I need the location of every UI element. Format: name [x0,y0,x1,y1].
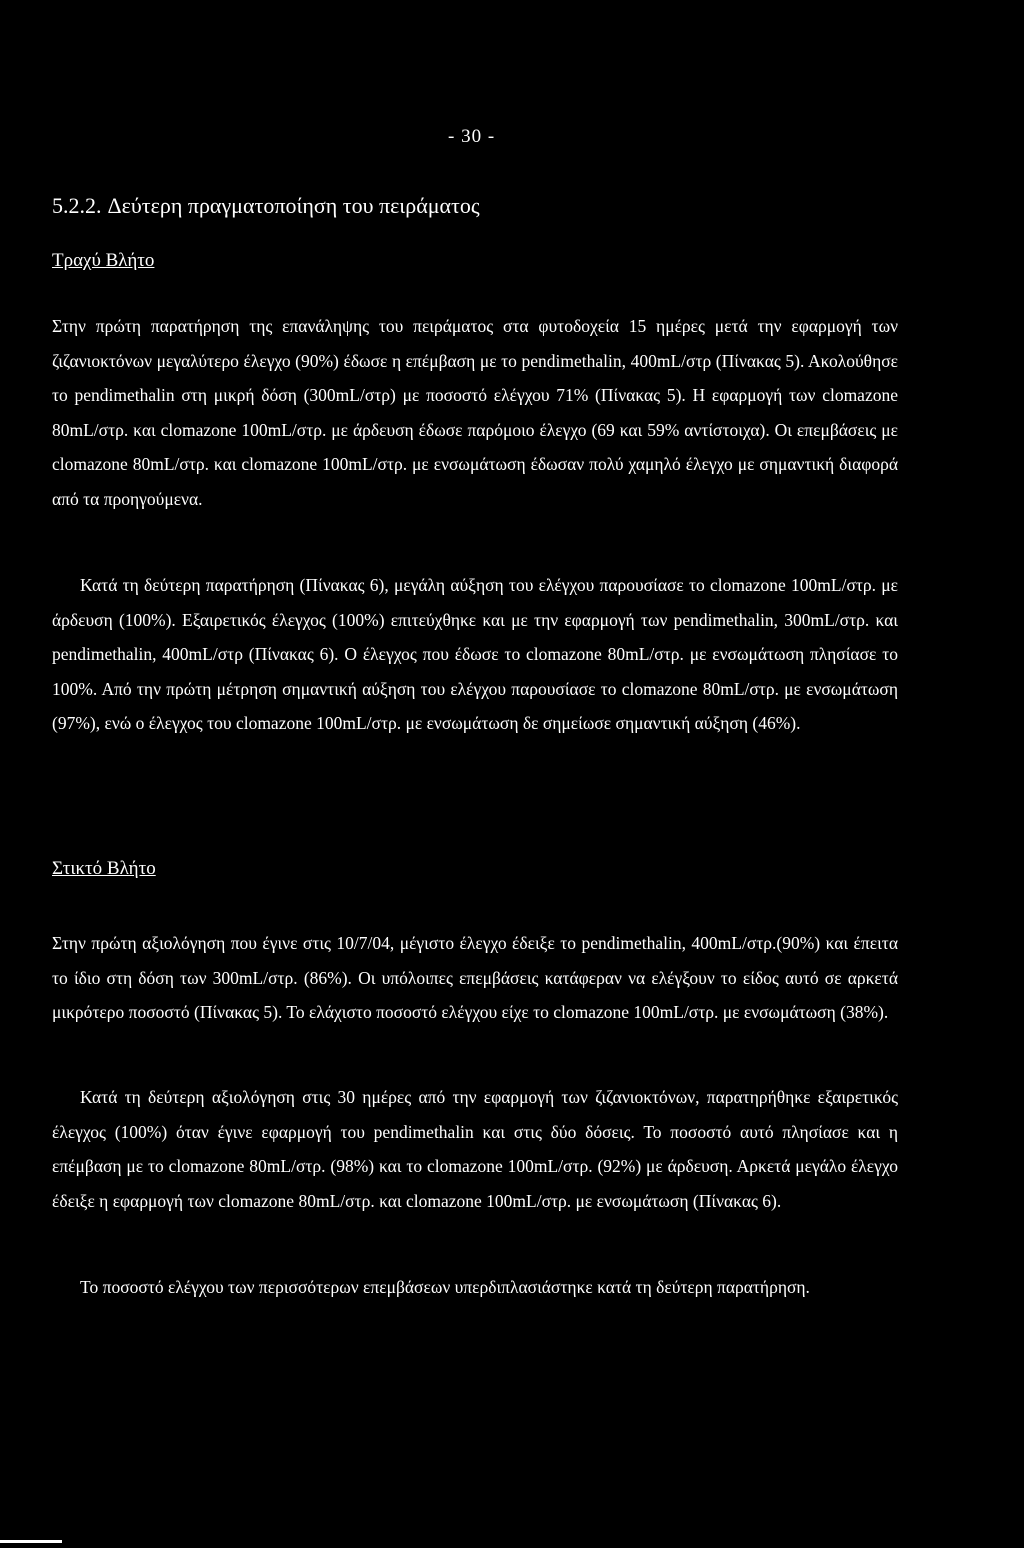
page-number: - 30 - [448,126,496,147]
paragraph-spotted-amaranth-3: Το ποσοστό ελέγχου των περισσότερων επεμβάσεων υπερδιπλασιάστηκε κατά τη δεύτερη παρατήρηση. [80,1277,810,1297]
paragraph-spotted-amaranth-1: Στην πρώτη αξιολόγηση που έγινε στις 10/7/04, μέγιστο έλεγχο έδειξε το pendimethalin, 400mL/στρ.(90%) και έπειτα το ίδιο στη δόση των 300mL/στρ. (86%). Οι υπόλοιπες επεμβάσεις κατάφεραν να ελέγξουν το είδος αυτό σε αρκετά μικρότερο ποσοστό (Πίνακας 5). Το ελάχιστο ποσοστό ελέγχου είχε το clomazone 100mL/στρ. με ενσωμάτωση (38%). [52,933,898,1022]
section-number: 5.2.2. [52,193,102,218]
scan-edge-mark [0,1540,62,1543]
section-heading [52,193,480,219]
paragraph-rough-amaranth-2: Κατά τη δεύτερη παρατήρηση (Πίνακας 6), μεγάλη αύξηση του ελέγχου παρουσίασε το clomazone 100mL/στρ. με άρδευση (100%). Εξαιρετικός έλεγχος (100%) επιτεύχθηκε και με την εφαρμογή των pendimethalin, 300mL/στρ. και pendimethalin, 400mL/στρ (Πίνακας 6). Ο έλεγχος που έδωσε το clomazone 80mL/στρ. με ενσωμάτωση πλησίασε το 100%. Από την πρώτη μέτρηση σημαντική αύξηση του ελέγχου παρουσίασε το clomazone 80mL/στρ. με ενσωμάτωση (97%), ενώ ο έλεγχος του clomazone 100mL/στρ. με ενσωμάτωση δε σημείωσε σημαντική αύξηση (46%). [52,575,898,733]
subsection-heading-spotted-amaranth: Στικτό Βλήτο [52,858,156,879]
paragraph-spotted-amaranth-2: Κατά τη δεύτερη αξιολόγηση στις 30 ημέρες από την εφαρμογή των ζιζανιοκτόνων, παρατηρήθηκε εξαιρετικός έλεγχος (100%) όταν έγινε εφαρμογή του pendimethalin και στις δύο δόσεις. Το ποσοστό αυτό πλησίασε και η επέμβαση με το clomazone 80mL/στρ. (98%) και το clomazone 100mL/στρ. (92%) με άρδευση. Αρκετά μεγάλο έλεγχο έδειξε η εφαρμογή των clomazone 80mL/στρ. και clomazone 100mL/στρ. με ενσωμάτωση (Πίνακας 6). [52,1087,898,1211]
paragraph-rough-amaranth-1: Στην πρώτη παρατήρηση της επανάληψης του πειράματος στα φυτοδοχεία 15 ημέρες μετά την εφαρμογή των ζιζανιοκτόνων μεγαλύτερο έλεγχο (90%) έδωσε η επέμβαση με το pendimethalin, 400mL/στρ (Πίνακας 5). Ακολούθησε το pendimethalin στη μικρή δόση (300mL/στρ) με ποσοστό ελέγχου 71% (Πίνακας 5). Η εφαρμογή των clomazone 80mL/στρ. και clomazone 100mL/στρ. με άρδευση έδωσε παρόμοιο έλεγχο (69 και 59% αντίστοιχα). Οι επεμβάσεις με clomazone 80mL/στρ. και clomazone 100mL/στρ. με ενσωμάτωση έδωσαν πολύ χαμηλό έλεγχο με σημαντική διαφορά από τα προηγούμενα. [52,316,898,509]
section-title: Δεύτερη πραγματοποίηση του πειράματος [107,193,480,218]
subsection-heading-rough-amaranth: Τραχύ Βλήτο [52,250,155,271]
